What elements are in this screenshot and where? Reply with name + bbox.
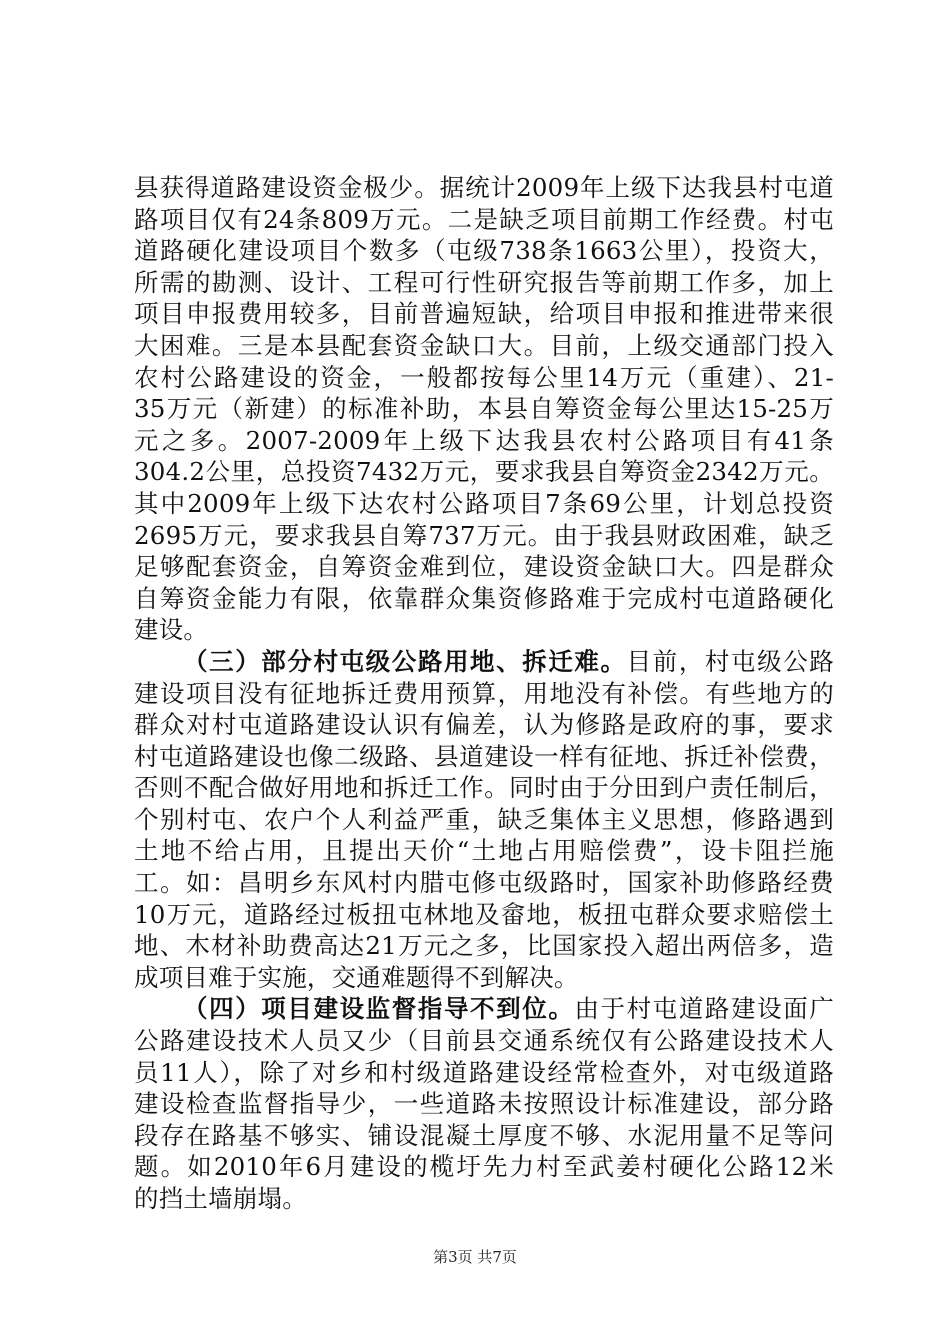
text-line: 农村公路建设的资金，一般都按每公里14万元（重建）、21-	[134, 362, 834, 392]
text-line: 成项目难于实施，交通难题得不到解决。	[134, 962, 579, 992]
section-first-line	[134, 646, 834, 678]
text-line: 35万元（新建）的标准补助，本县自筹资金每公里达15-25万	[134, 394, 834, 424]
text-line: 建设。	[134, 615, 209, 645]
paragraph-supervision	[134, 993, 834, 1214]
text-line: 个别村屯、农户个人利益严重，缺乏集体主义思想，修路遇到	[134, 804, 834, 834]
text-line: 工。如：昌明乡东风村内腊屯修屯级路时，国家补助修路经费	[134, 868, 834, 898]
text-line: 的挡土墙崩塌。	[134, 1184, 307, 1213]
text-line: 其中2009年上级下达农村公路项目7条69公里，计划总投资	[134, 488, 834, 518]
page-number: 第3页 共7页	[433, 1248, 517, 1266]
text-line: 员11人），除了对乡和村级道路建设经常检查外，对屯级道路	[134, 1057, 834, 1087]
text-line: 304.2公里，总投资7432万元，要求我县自筹资金2342万元。	[134, 457, 834, 487]
text-line: 10万元，道路经过板扭屯林地及畲地，板扭屯群众要求赔偿土	[134, 899, 834, 929]
section-heading-3-continuation: 目前，村屯级公路	[626, 646, 834, 676]
section-heading-4-continuation: 由于村屯道路建设面广	[574, 994, 834, 1024]
text-line: 段存在路基不够实、铺设混凝土厚度不够、水泥用量不足等问	[134, 1120, 834, 1150]
text-line: 自筹资金能力有限，依靠群众集资修路难于完成村屯道路硬化	[134, 583, 834, 613]
document-body	[134, 172, 834, 1215]
text-line: 项目申报费用较多，目前普遍短缺，给项目申报和推进带来很	[134, 299, 834, 329]
text-line: 群众对村屯道路建设认识有偏差，认为修路是政府的事，要求	[134, 710, 834, 740]
text-line: 2695万元，要求我县自筹737万元。由于我县财政困难，缺乏	[134, 520, 834, 550]
text-line: 道路硬化建设项目个数多（屯级738条1663公里），投资大，	[134, 236, 834, 266]
text-line: 建设项目没有征地拆迁费用预算，用地没有补偿。有些地方的	[134, 678, 834, 708]
text-line: 题。如2010年6月建设的榄圩先力村至武姜村硬化公路12米	[134, 1152, 834, 1182]
text-line: 县获得道路建设资金极少。据统计2009年上级下达我县村屯道	[134, 173, 834, 202]
section-heading-3: （三）部分村屯级公路用地、拆迁难。	[183, 646, 627, 676]
text-line: 公路建设技术人员又少（目前县交通系统仅有公路建设技术人	[134, 1026, 834, 1056]
text-line: 村屯道路建设也像二级路、县道建设一样有征地、拆迁补偿费，	[134, 741, 834, 771]
section-first-line	[134, 993, 834, 1025]
text-line: 地、木材补助费高达21万元之多，比国家投入超出两倍多，造	[134, 931, 834, 961]
text-line: 元之多。2007-2009年上级下达我县农村公路项目有41条	[134, 425, 834, 455]
text-line: 路项目仅有24条809万元。二是缺乏项目前期工作经费。村屯	[134, 204, 834, 234]
text-line: 否则不配合做好用地和拆迁工作。同时由于分田到户责任制后，	[134, 773, 834, 803]
text-line: 所需的勘测、设计、工程可行性研究报告等前期工作多，加上	[134, 267, 834, 297]
paragraph-land-demolition	[134, 646, 834, 994]
text-line: 土地不给占用，且提出天价“土地占用赔偿费”，设卡阻拦施	[134, 836, 834, 866]
text-line: 大困难。三是本县配套资金缺口大。目前，上级交通部门投入	[134, 330, 834, 360]
text-line: 建设检查监督指导少，一些道路未按照设计标准建设，部分路	[134, 1089, 834, 1119]
page-footer	[0, 1246, 950, 1267]
section-heading-4: （四）项目建设监督指导不到位。	[183, 994, 575, 1024]
text-line: 足够配套资金，自筹资金难到位，建设资金缺口大。四是群众	[134, 552, 834, 582]
paragraph-funding	[134, 172, 834, 646]
